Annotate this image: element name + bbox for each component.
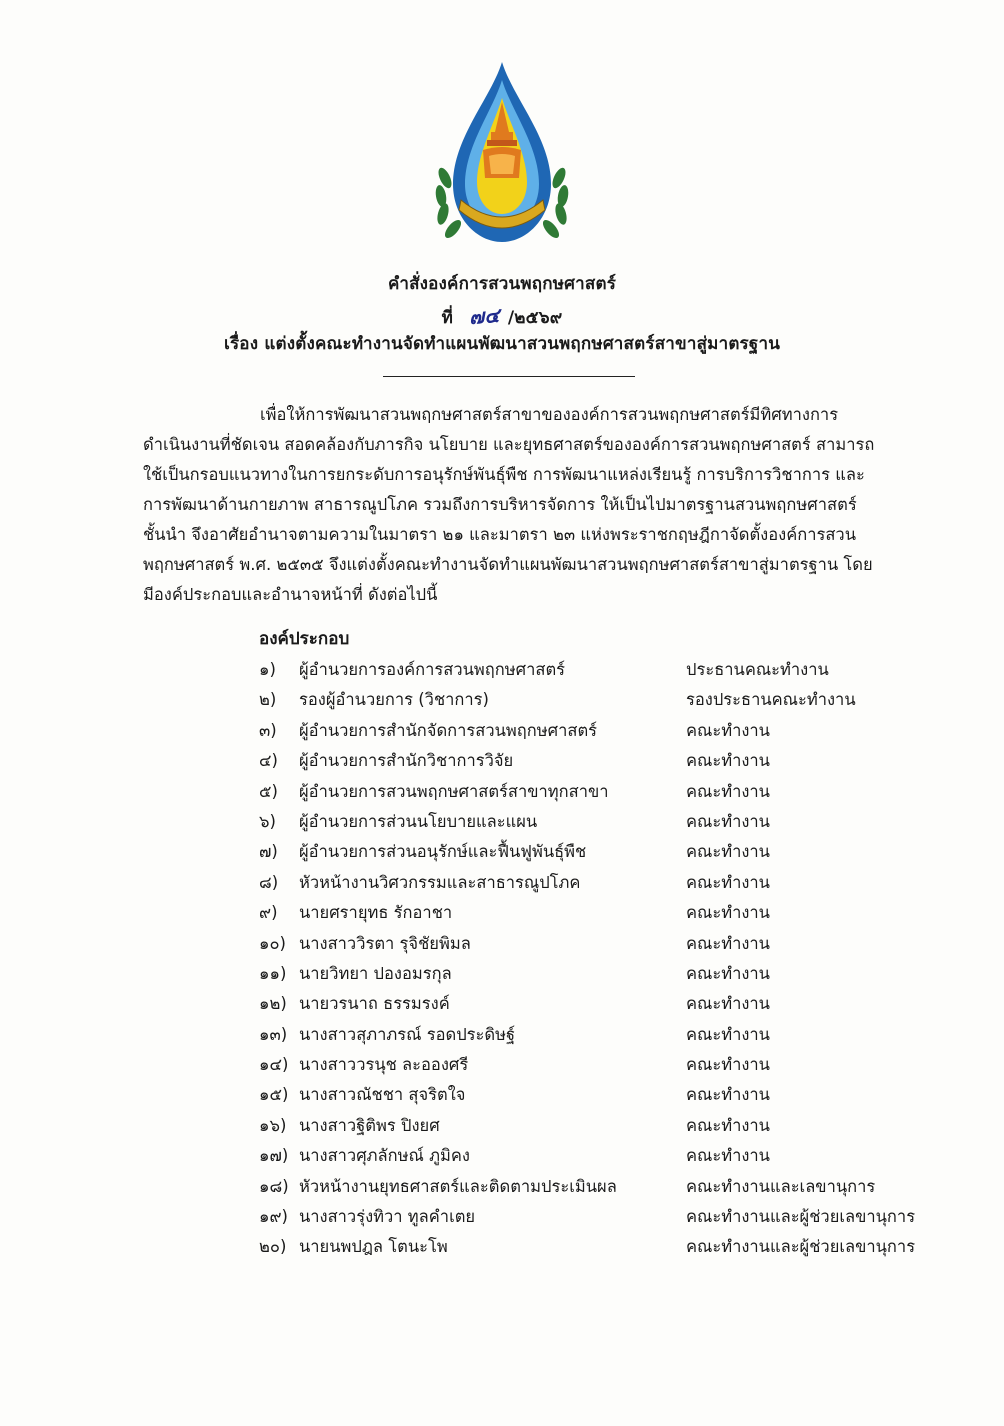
member-name: นายวิทยา ปองอมรกุล <box>299 963 452 983</box>
order-body-paragraph <box>143 400 901 610</box>
member-name: หัวหน้างานวิศวกรรมและสาธารณูปโภค <box>299 872 581 892</box>
member-number: ๑๐) <box>259 933 286 953</box>
list-item <box>259 1204 939 1234</box>
member-name: นางสาววรนุช ละอองศรี <box>299 1055 469 1075</box>
list-item <box>259 809 939 839</box>
list-item <box>259 991 939 1021</box>
body-line: ใช้เป็นกรอบแนวทางในการยกระดับการอนุรักษ์พันธุ์พืช การพัฒนาแหล่งเรียนรู้ การบริการวิชาการ และ <box>143 465 865 484</box>
member-number: ๑๘) <box>259 1176 289 1196</box>
body-line: การพัฒนาด้านกายภาพ สาธารณูปโภค รวมถึงการบริหารจัดการ ให้เป็นไปมาตรฐานสวนพฤกษศาสตร์ <box>143 495 857 514</box>
member-name: ผู้อำนวยการส่วนอนุรักษ์และฟื้นฟูพันธุ์พืช <box>299 842 587 862</box>
member-number: ๕) <box>259 781 278 801</box>
order-number-suffix: /๒๕๖๙ <box>507 308 563 328</box>
member-role: คณะทำงาน <box>686 903 770 923</box>
list-item <box>259 1082 939 1112</box>
order-number-handwritten: ๗๔ <box>468 302 501 330</box>
member-name: นายวรนาถ ธรรมรงค์ <box>299 994 450 1014</box>
member-role: คณะทำงาน <box>686 933 770 953</box>
member-name: นางสาววิรตา รุจิชัยพิมล <box>299 933 471 953</box>
member-number: ๑๒) <box>259 994 287 1014</box>
composition-list <box>259 657 939 1265</box>
member-name: ผู้อำนวยการส่วนนโยบายและแผน <box>299 811 538 831</box>
member-name: นางสาวณัชชา สุจริตใจ <box>299 1085 466 1105</box>
member-number: ๓) <box>259 720 277 740</box>
member-role: คณะทำงาน <box>686 751 770 771</box>
member-name: ผู้อำนวยการสำนักจัดการสวนพฤกษศาสตร์ <box>299 720 598 740</box>
body-line: มีองค์ประกอบและอำนาจหน้าที่ ดังต่อไปนี้ <box>143 585 438 604</box>
member-name: นางสาวฐิติพร ปิงยศ <box>299 1115 440 1135</box>
list-item <box>259 1234 939 1264</box>
member-role: คณะทำงานและผู้ช่วยเลขานุการ <box>686 1237 916 1257</box>
member-name: หัวหน้างานยุทธศาสตร์และติดตามประเมินผล <box>299 1176 617 1196</box>
member-number: ๙) <box>259 903 278 923</box>
member-role: คณะทำงาน <box>686 720 770 740</box>
order-subject: เรื่อง แต่งตั้งคณะทำงานจัดทำแผนพัฒนาสวนพฤกษศาสตร์สาขาสู่มาตรฐาน <box>223 334 781 354</box>
member-number: ๒๐) <box>259 1237 287 1257</box>
list-item <box>259 900 939 930</box>
member-name: นายนพปฎล โตนะโพ <box>299 1237 448 1257</box>
list-item <box>259 1143 939 1173</box>
list-item <box>259 1174 939 1204</box>
order-number <box>0 300 1004 332</box>
member-name: นางสาวรุ่งทิวา ทูลคำเตย <box>299 1207 476 1227</box>
member-role: คณะทำงาน <box>686 1146 770 1166</box>
list-item <box>259 1113 939 1143</box>
list-item <box>259 961 939 991</box>
list-item <box>259 687 939 717</box>
member-number: ๘) <box>259 872 279 892</box>
list-item <box>259 748 939 778</box>
member-role: รองประธานคณะทำงาน <box>686 690 856 710</box>
member-number: ๑) <box>259 660 276 679</box>
member-number: ๑๕) <box>259 1085 289 1105</box>
body-line: พฤกษศาสตร์ พ.ศ. ๒๕๓๕ จึงแต่งตั้งคณะทำงานจัดทำแผนพัฒนาสวนพฤกษศาสตร์สาขาสู่มาตรฐาน โดย <box>143 555 873 574</box>
body-line: เพื่อให้การพัฒนาสวนพฤกษศาสตร์สาขาขององค์การสวนพฤกษศาสตร์มีทิศทางการ <box>260 405 839 424</box>
member-number: ๑๗) <box>259 1146 289 1166</box>
member-number: ๑๔) <box>259 1055 289 1075</box>
member-role: คณะทำงาน <box>686 1024 770 1044</box>
list-item <box>259 779 939 809</box>
member-name: ผู้อำนวยการสวนพฤกษศาสตร์สาขาทุกสาขา <box>299 781 609 801</box>
member-number: ๑๑) <box>259 963 287 983</box>
order-title: คำสั่งองค์การสวนพฤกษศาสตร์ <box>387 274 617 294</box>
member-name: ผู้อำนวยการสำนักวิชาการวิจัย <box>299 751 514 771</box>
member-role: คณะทำงาน <box>686 963 770 983</box>
organization-emblem-logo <box>431 58 573 250</box>
list-item <box>259 931 939 961</box>
member-role: คณะทำงาน <box>686 872 770 892</box>
list-item <box>259 839 939 869</box>
list-item <box>259 870 939 900</box>
member-number: ๑๙) <box>259 1207 288 1227</box>
member-number: ๖) <box>259 811 276 831</box>
divider-line <box>383 376 635 377</box>
body-line: ดำเนินงานที่ชัดเจน สอดคล้องกับภารกิจ นโยบาย และยุทธศาสตร์ขององค์การสวนพฤกษศาสตร์ สามารถ <box>143 435 875 454</box>
member-number: ๔) <box>259 751 278 771</box>
member-role: คณะทำงาน <box>686 1085 770 1105</box>
member-number: ๗) <box>259 842 278 862</box>
member-number: ๒) <box>259 690 277 710</box>
list-item <box>259 1022 939 1052</box>
member-role: คณะทำงาน <box>686 994 770 1014</box>
member-role: คณะทำงาน <box>686 842 770 862</box>
member-role: คณะทำงาน <box>686 1055 770 1075</box>
member-role: คณะทำงาน <box>686 1115 770 1135</box>
member-name: นางสาวศุภลักษณ์ ภูมิคง <box>299 1146 470 1166</box>
list-item <box>259 1052 939 1082</box>
composition-title: องค์ประกอบ <box>259 629 350 649</box>
list-item <box>259 718 939 748</box>
member-name: นางสาวสุภาภรณ์ รอดประดิษฐ์ <box>299 1024 516 1044</box>
body-line: ชั้นนำ จึงอาศัยอำนาจตามความในมาตรา ๒๑ และมาตรา ๒๓ แห่งพระราชกฤษฎีกาจัดตั้งองค์การสวน <box>143 525 856 544</box>
member-role: คณะทำงาน <box>686 811 770 831</box>
order-number-prefix: ที่ <box>441 308 454 328</box>
member-role: คณะทำงาน <box>686 781 770 801</box>
list-item <box>259 657 939 687</box>
member-number: ๑๖) <box>259 1115 287 1135</box>
member-role: คณะทำงานและผู้ช่วยเลขานุการ <box>686 1207 916 1227</box>
member-role: คณะทำงานและเลขานุการ <box>686 1176 876 1196</box>
member-name: รองผู้อำนวยการ (วิชาการ) <box>299 690 489 710</box>
member-number: ๑๓) <box>259 1024 288 1044</box>
member-role: ประธานคณะทำงาน <box>686 660 829 679</box>
member-name: ผู้อำนวยการองค์การสวนพฤกษศาสตร์ <box>299 660 566 679</box>
member-name: นายศรายุทธ รักอาชา <box>299 903 453 923</box>
